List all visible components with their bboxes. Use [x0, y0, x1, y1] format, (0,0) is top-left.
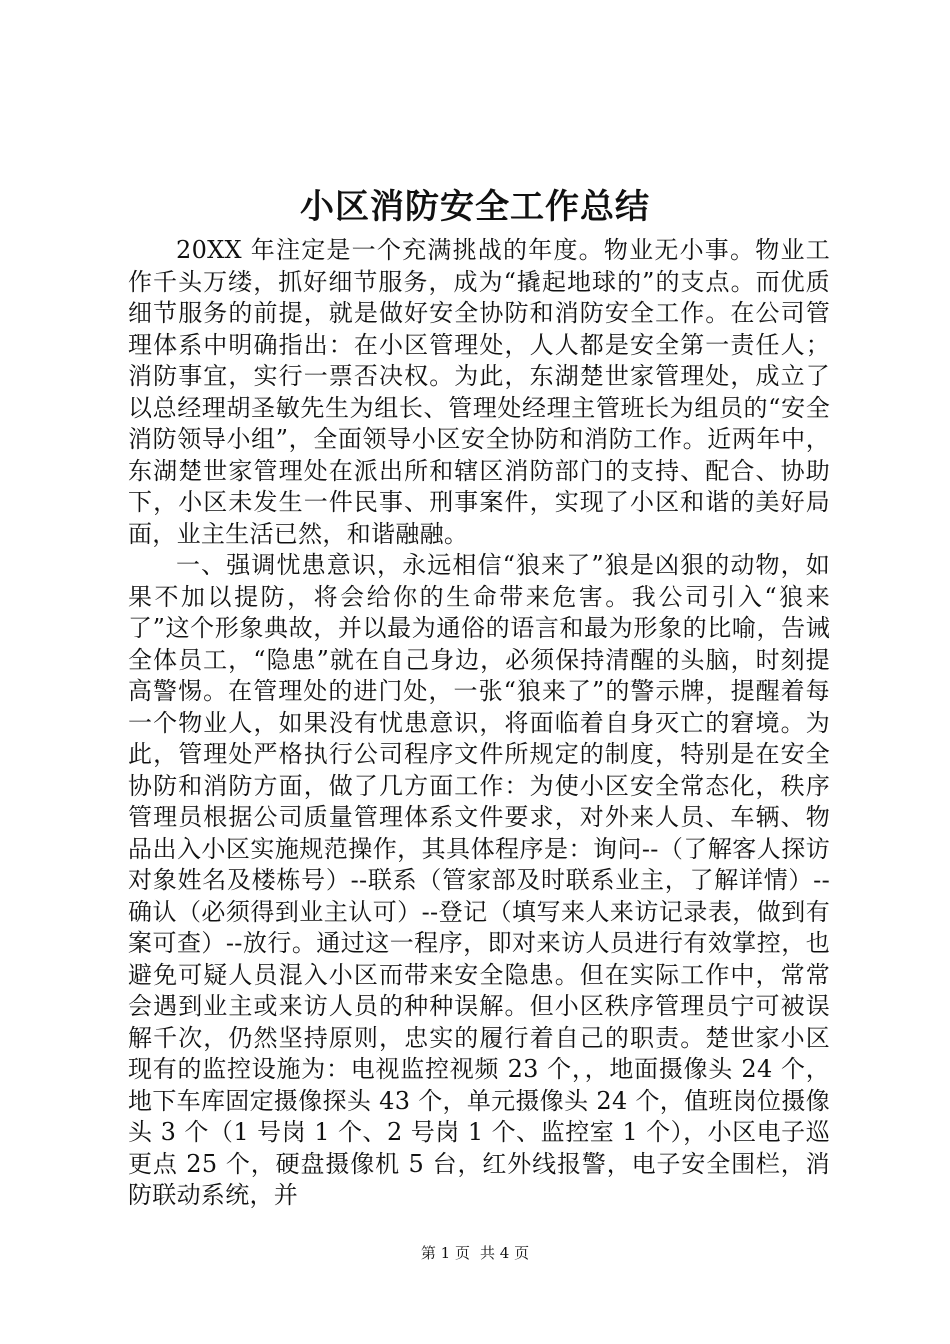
paragraph-intro: 20XX 年注定是一个充满挑战的年度。物业无小事。物业工作千头万缕，抓好细节服务，成为“撬起地球的”的支点。而优质细节服务的前提，就是做好安全协防和消防安全工作。在公司管理体系中明确指出：在小区管理处，人人都是安全第一责任人；消防事宜，实行一票否决权。为此，东湖楚世家管理处，成立了以总经理胡圣敏先生为组长、管理处经理主管班长为组员的“安全消防领导小组”，全面领导小区安全协防和消防工作。近两年中，东湖楚世家管理处在派出所和辖区消防部门的支持、配合、协助下，小区未发生一件民事、刑事案件，实现了小区和谐的美好局面，业主生活已然，和谐融融。	[128, 236, 830, 548]
page-number: 第 1 页	[420, 1244, 470, 1262]
document-title: 小区消防安全工作总结	[300, 187, 650, 227]
paragraph-section-one: 一、强调忧患意识，永远相信“狼来了”狼是凶狠的动物，如果不加以提防，将会给你的生命带来危害。我公司引入“狼来了”这个形象典故，并以最为通俗的语言和最为形象的比喻，告诫全体员工，“隐患”就在自己身边，必须保持清醒的头脑，时刻提高警惕。在管理处的进门处，一张“狼来了”的警示牌，提醒着每一个物业人，如果没有忧患意识，将面临着自身灭亡的窘境。为此，管理处严格执行公司程序文件所规定的制度，特别是在安全协防和消防方面，做了几方面工作：为使小区安全常态化，秩序管理员根据公司质量管理体系文件要求，对外来人员、车辆、物品出入小区实施规范操作，其具体程序是：询问--（了解客人探访对象姓名及楼栋号）--联系（管家部及时联系业主，了解详情）--确认（必须得到业主认可）--登记（填写来人来访记录表，做到有案可查）--放行。通过这一程序，即对来访人员进行有效掌控，也避免可疑人员混入小区而带来安全隐患。但在实际工作中，常常会遇到业主或来访人员的种种误解。但小区秩序管理员宁可被误解千次，仍然坚持原则，忠实的履行着自己的职责。楚世家小区现有的监控设施为：电视监控视频 23 个，，地面摄像头 24 个，地下车库固定摄像探头 43 个，单元摄像头 24 个，值班岗位摄像头 3 个（1 号岗 1 个、2 号岗 1 个、监控室 1 个），小区电子巡更点 25 个，硬盘摄像机 5 台，红外线报警，电子安全围栏，消防联动系统，并	[128, 551, 830, 1209]
page-total: 共 4 页	[480, 1244, 530, 1262]
page-footer	[0, 1243, 950, 1263]
document-body	[128, 235, 830, 1212]
